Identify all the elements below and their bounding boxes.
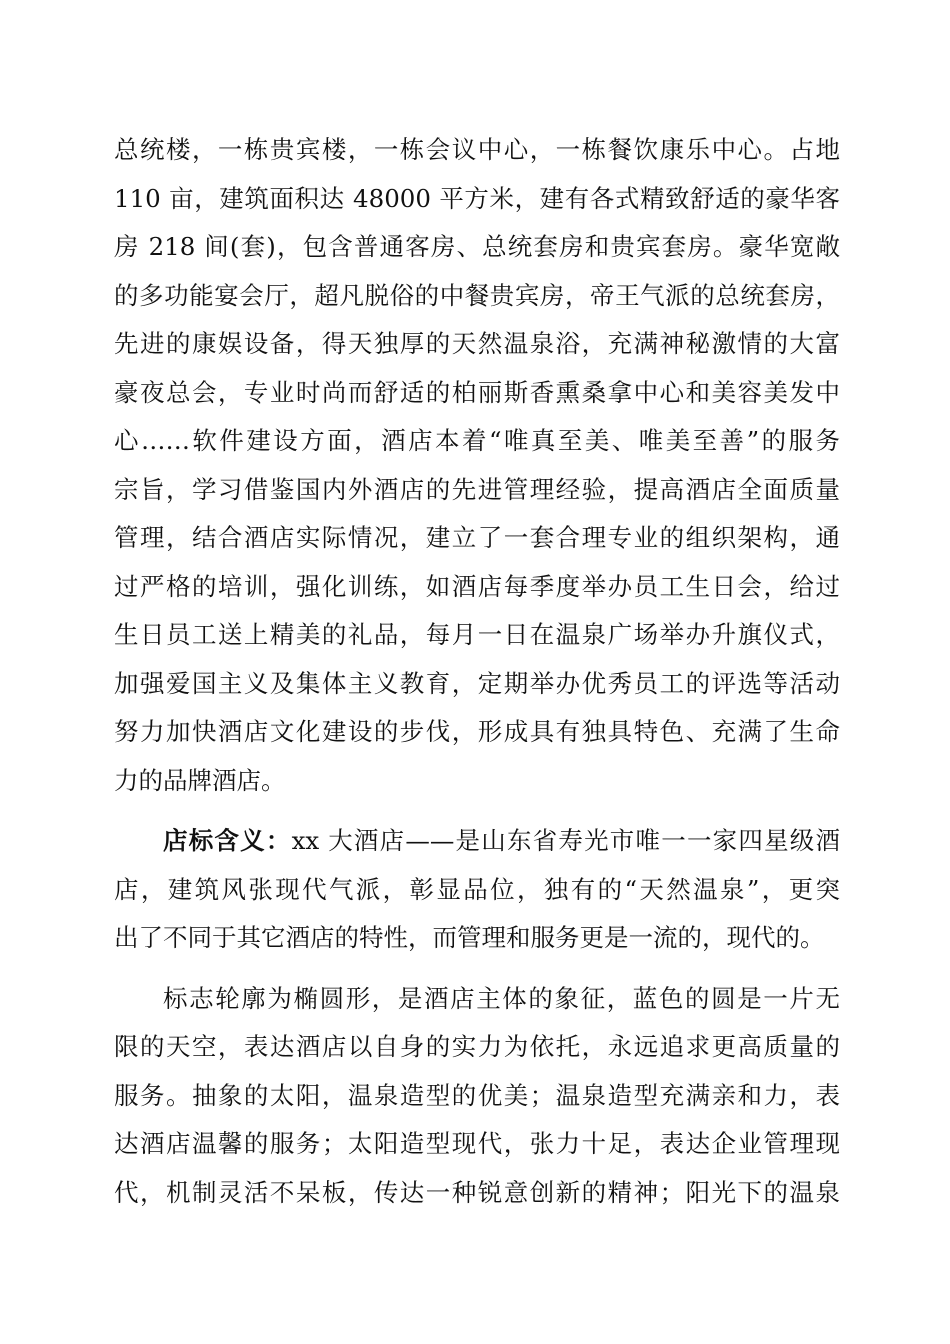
text-line: 房 218 间(套)，包含普通客房、总统套房和贵宾套房。豪华宽敞 xyxy=(114,232,840,261)
text-line: 心……软件建设方面，酒店本着“唯真至美、唯美至善”的服务 xyxy=(114,426,840,455)
text-line: 生日员工送上精美的礼品，每月一日在温泉广场举办升旗仪式， xyxy=(114,620,840,649)
text-line: 加强爱国主义及集体主义教育，定期举办优秀员工的评选等活动 xyxy=(114,668,840,698)
text-line: 力的品牌酒店。 xyxy=(114,765,286,795)
paragraph-logo-description xyxy=(114,975,840,1218)
text-line: 总统楼，一栋贵宾楼，一栋会议中心，一栋餐饮康乐中心。占地 xyxy=(114,135,840,164)
text-line: 达酒店温馨的服务；太阳造型现代，张力十足，表达企业管理现 xyxy=(114,1129,840,1158)
text-line: 标志轮廓为椭圆形，是酒店主体的象征，蓝色的圆是一片无 xyxy=(163,983,840,1013)
text-line: 代，机制灵活不呆板，传达一种锐意创新的精神；阳光下的温泉 xyxy=(114,1177,840,1207)
paragraph-spacer xyxy=(114,805,840,817)
text-line xyxy=(114,817,840,866)
text-line: 限的天空，表达酒店以自身的实力为依托，永远追求更高质量的 xyxy=(114,1032,840,1061)
paragraph-hotel-facilities xyxy=(114,126,840,805)
section-lead-label: 店标含义： xyxy=(163,826,292,855)
text-line: 宗旨，学习借鉴国内外酒店的先进管理经验，提高酒店全面质量 xyxy=(114,474,840,504)
text-line: 的多功能宴会厅，超凡脱俗的中餐贵宾房，帝王气派的总统套房， xyxy=(114,280,840,310)
paragraph-spacer xyxy=(114,963,840,975)
document-page xyxy=(114,126,840,1217)
text-line: 豪夜总会，专业时尚而舒适的柏丽斯香熏桑拿中心和美容美发中 xyxy=(114,377,840,407)
text-line: 店，建筑风张现代气派，彰显品位，独有的“天然温泉”，更突 xyxy=(114,874,840,904)
text-line: 110 亩，建筑面积达 48000 平方米，建有各式精致舒适的豪华客 xyxy=(114,183,840,213)
text-line-rest: xx 大酒店——是山东省寿光市唯一一家四星级酒 xyxy=(291,826,841,855)
paragraph-logo-meaning xyxy=(114,817,840,963)
text-line: 服务。抽象的太阳，温泉造型的优美；温泉造型充满亲和力，表 xyxy=(114,1080,840,1110)
text-line: 管理，结合酒店实际情况，建立了一套合理专业的组织架构，通 xyxy=(114,523,840,552)
text-line: 努力加快酒店文化建设的步伐，形成具有独具特色、充满了生命 xyxy=(114,717,840,746)
text-line: 出了不同于其它酒店的特性，而管理和服务更是一流的，现代的。 xyxy=(114,923,825,952)
text-line: 先进的康娱设备，得天独厚的天然温泉浴，充满神秘激情的大富 xyxy=(114,329,840,358)
text-line: 过严格的培训，强化训练，如酒店每季度举办员工生日会，给过 xyxy=(114,571,840,601)
